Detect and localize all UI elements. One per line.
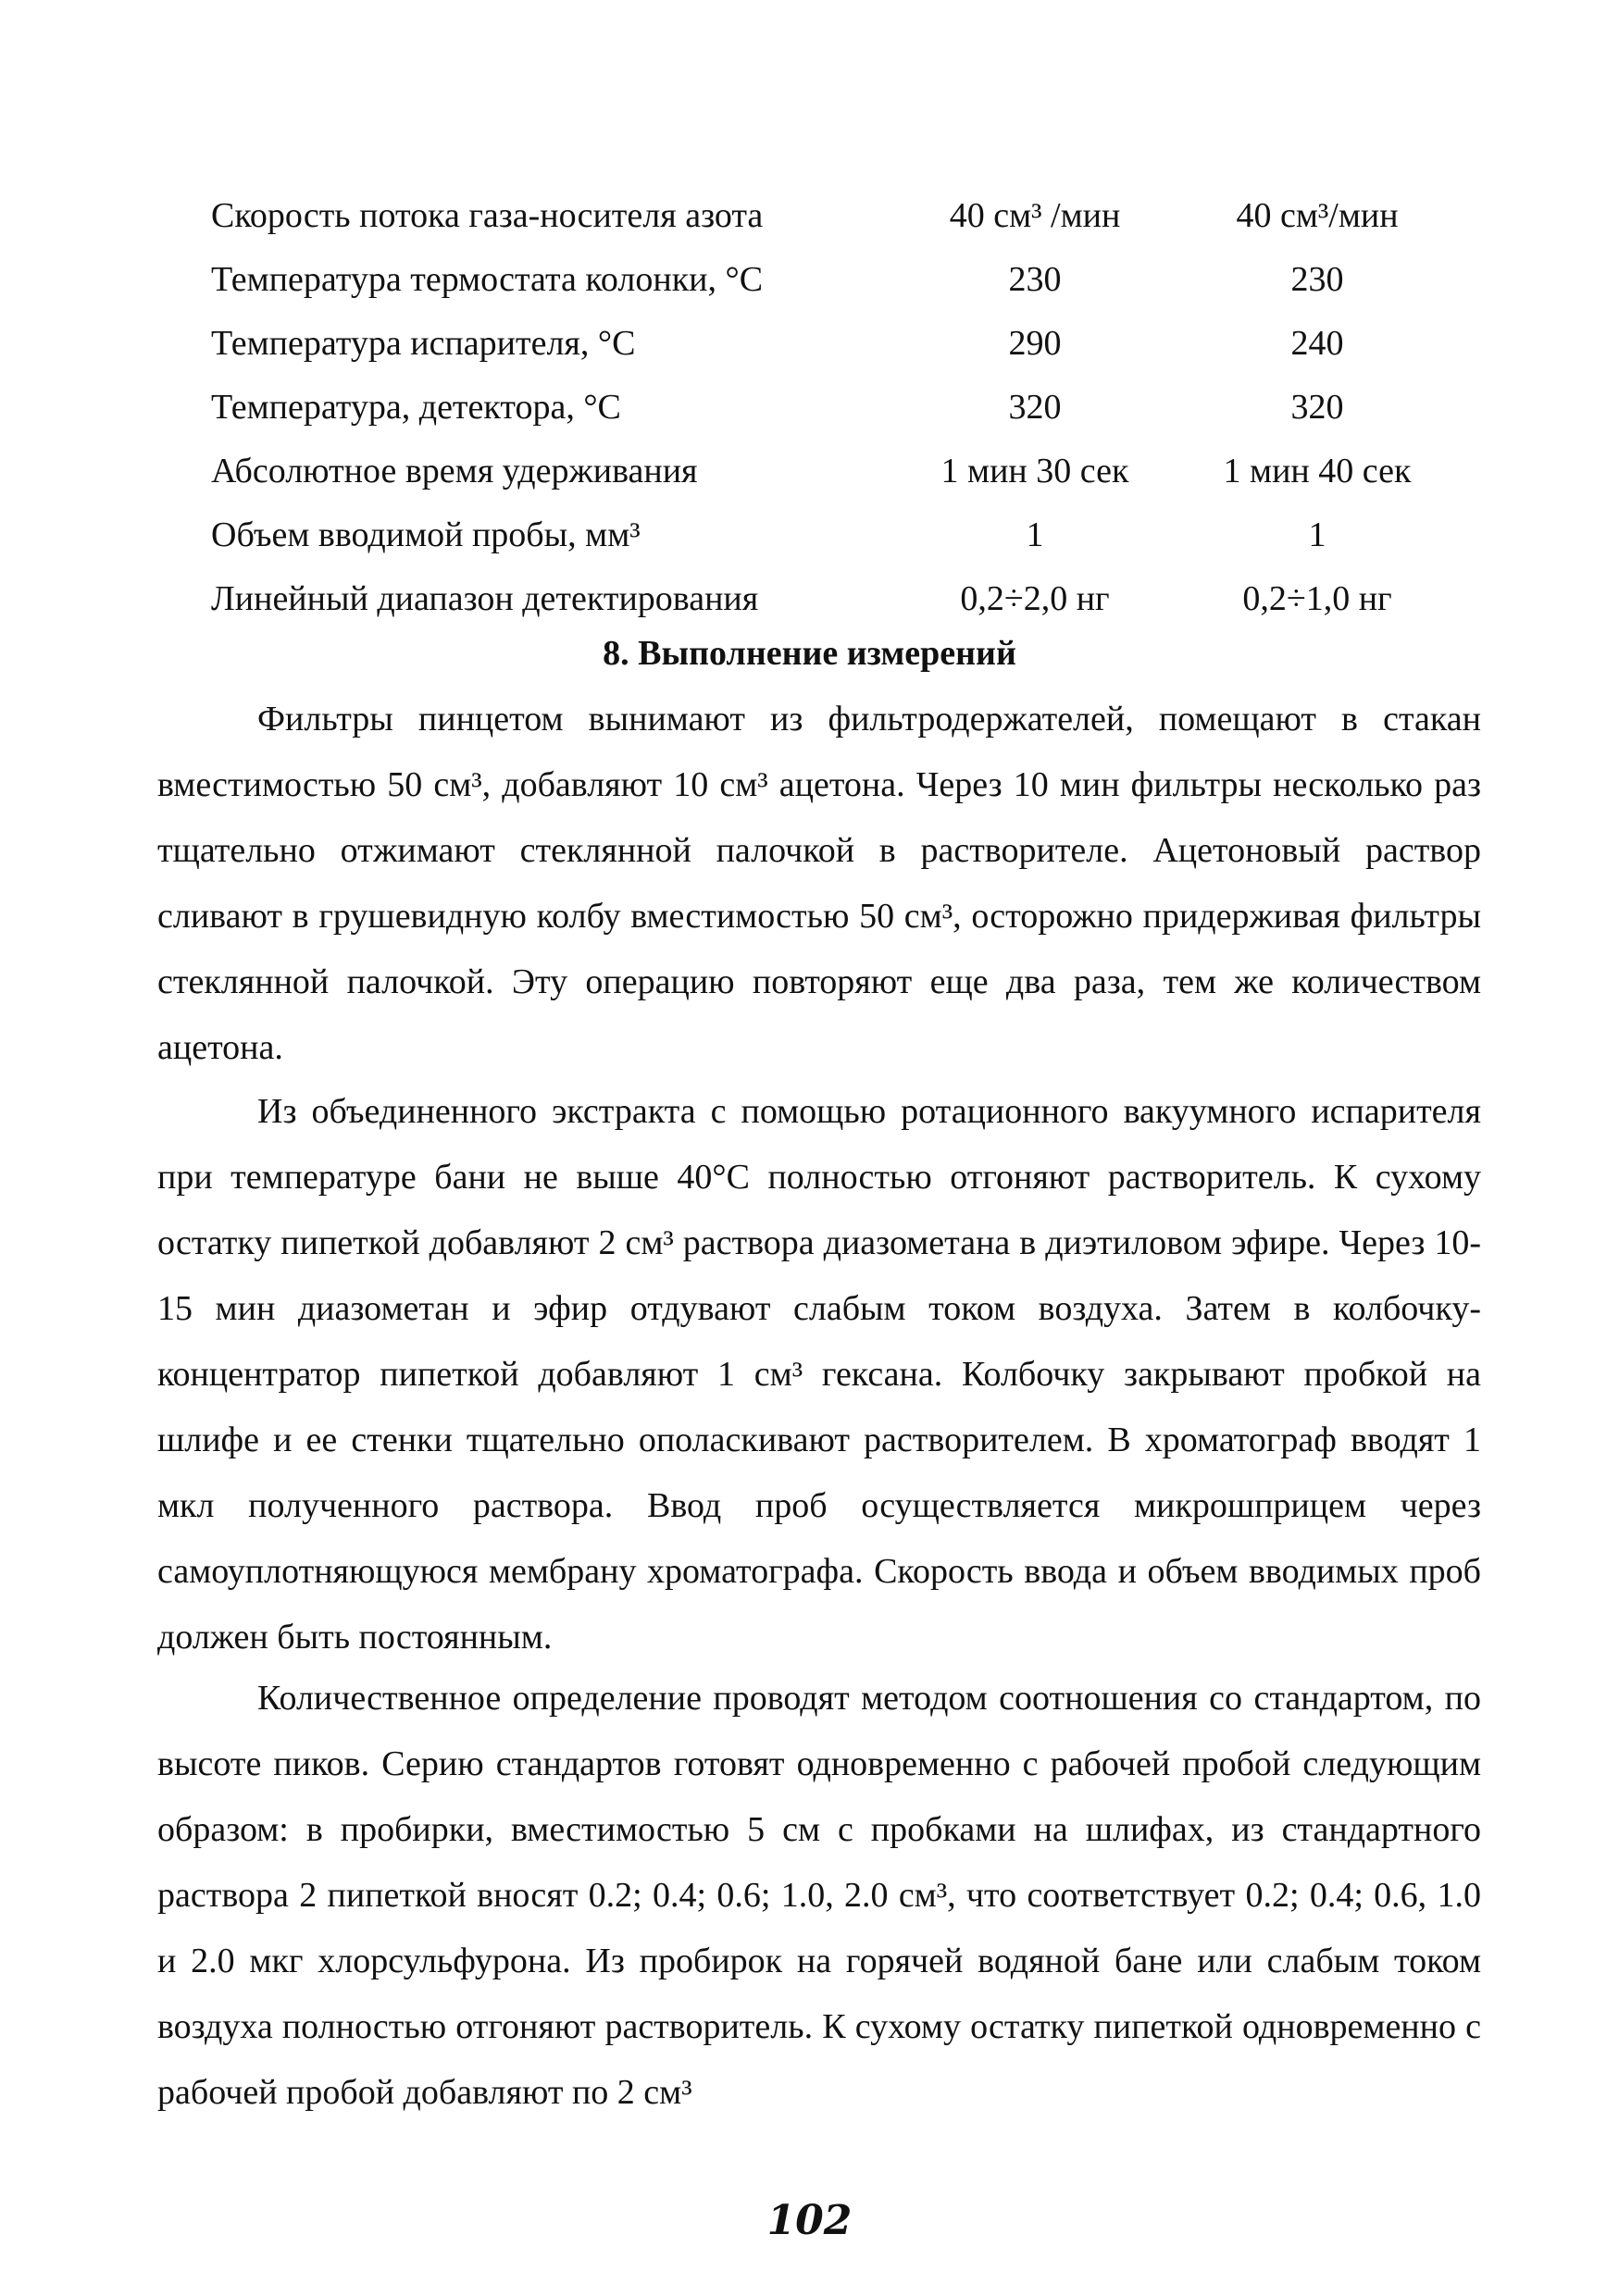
parameter-name: Температура, детектора, °С [211,387,621,427]
parameter-value-2: 240 [1290,323,1344,363]
parameter-value-2: 1 [1308,515,1326,554]
paragraph-block [157,1666,1481,2126]
parameter-row [211,247,1479,311]
parameter-value-2: 320 [1290,387,1344,427]
parameter-name: Линейный диапазон детектирования [211,578,759,618]
parameter-value-2: 40 см³/мин [1236,195,1399,235]
parameter-value-1: 1 мин 30 сек [940,451,1129,490]
parameter-value-2: 230 [1290,259,1344,299]
parameter-name: Абсолютное время удерживания [211,451,698,490]
parameter-value-2: 0,2÷1,0 нг [1242,578,1392,618]
paragraph-block [157,1079,1481,1670]
paragraph-block [157,687,1481,1081]
parameter-name: Скорость потока газа-носителя азота [211,195,764,235]
parameter-value-2: 1 мин 40 сек [1223,451,1412,490]
paragraph: Из объединенного экстракта с помощью ротационного вакуумного испарителя при температуре бани не выше 40°С полностью отгоняют растворитель. К сухому остатку пипеткой добавляют 2 см³ раствора диазометана в диэтиловом эфире. Через 10-15 мин диазометан и эфир отдувают слабым током воздуха. Затем в колбочку-концентратор пипеткой добавляют 1 см³ гексана. Колбочку закрывают пробкой на шлифе и ее стенки тщательно ополаскивают растворителем. В хроматограф вводят 1 мкл полученного раствора. Ввод проб осуществляется микрошприцем через самоуплотняющуюся мембрану хроматографа. Скорость ввода и объем вводимых проб должен быть постоянным. [157,1092,1481,1657]
parameter-row [211,566,1479,630]
parameter-value-1: 1 [1026,515,1044,554]
parameter-name: Объем вводимой пробы, мм³ [211,515,641,554]
parameter-value-1: 230 [1008,259,1062,299]
parameter-row [211,503,1479,566]
parameter-name: Температура термостата колонки, °С [211,259,764,299]
parameter-value-1: 320 [1008,387,1062,427]
parameter-row [211,183,1479,247]
parameter-name: Температура испарителя, °С [211,323,636,363]
paragraph: Фильтры пинцетом вынимают из фильтродержателей, помещают в стакан вместимостью 50 см³, добавляют 10 см³ ацетона. Через 10 мин фильтры несколько раз тщательно отжимают стеклянной палочкой в растворителе. Ацетоновый раствор сливают в грушевидную колбу вместимостью 50 см³, осторожно придерживая фильтры стеклянной палочкой. Эту операцию повторяют еще два раза, тем же количеством ацетона. [157,700,1481,1067]
parameter-row [211,311,1479,375]
parameters-table [211,183,1479,630]
page-number: 102 [766,2197,853,2244]
parameter-row [211,439,1479,503]
paragraph: Количественное определение проводят методом соотношения со стандартом, по высоте пиков. Серию стандартов готовят одновременно с рабочей пробой следующим образом: в пробирки, вместимостью 5 см с пробками на шлифах, из стандартного раствора 2 пипеткой вносят 0.2; 0.4; 0.6; 1.0, 2.0 см³, что соответствует 0.2; 0.4; 0.6, 1.0 и 2.0 мкг хлорсульфурона. Из пробирок на горячей водяной бане или слабым током воздуха полностью отгоняют растворитель. К сухому остатку пипеткой одновременно с рабочей пробой добавляют по 2 см³ [157,1679,1481,2112]
parameter-row [211,375,1479,439]
parameter-value-1: 0,2÷2,0 нг [960,578,1110,618]
parameter-value-1: 290 [1008,323,1062,363]
parameter-value-1: 40 см³ /мин [949,195,1121,235]
section-title: 8. Выполнение измерений [603,634,1016,673]
